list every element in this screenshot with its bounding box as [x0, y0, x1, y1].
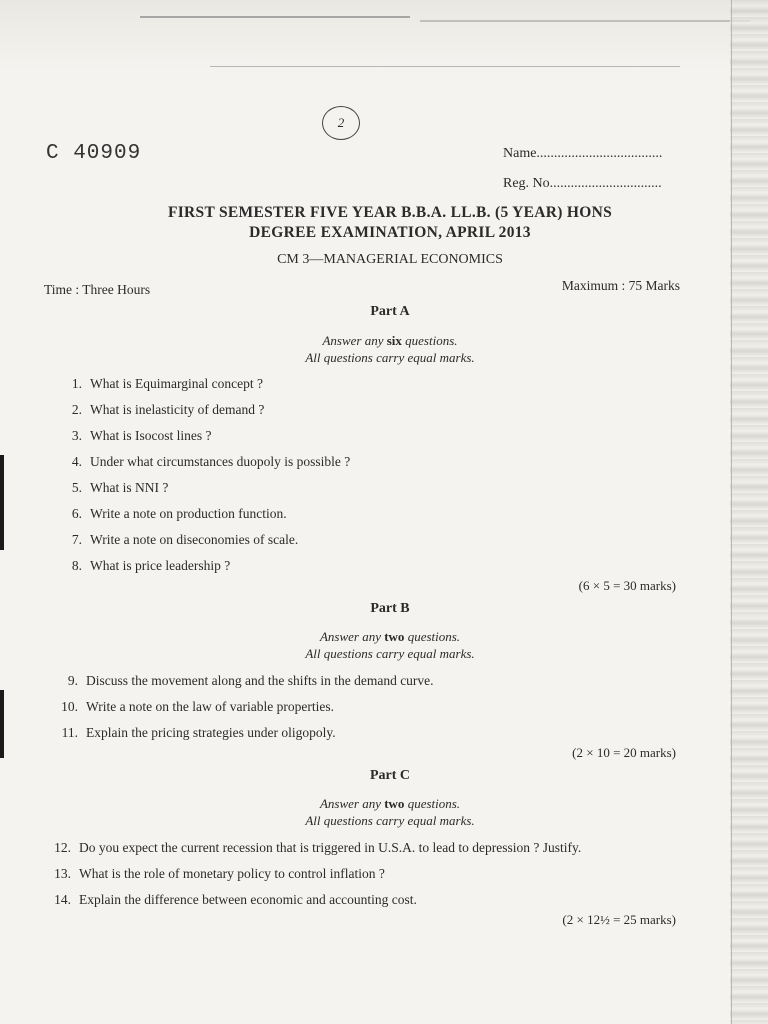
question-item: 3. What is Isocost lines ?: [71, 428, 212, 443]
part-a-marks: (6 × 5 = 30 marks): [578, 578, 676, 593]
exam-title-line1: FIRST SEMESTER FIVE YEAR B.B.A. LL.B. (5 YEAR) HONS: [167, 204, 613, 221]
scan-streak: [420, 20, 750, 22]
maximum-marks: Maximum : 75 Marks: [561, 278, 680, 293]
question-item: 6. Write a note on production function.: [71, 506, 287, 521]
question-item: 1. What is Equimarginal concept ?: [71, 376, 263, 391]
paper-code: C 40909: [46, 142, 142, 165]
exam-title-line2: DEGREE EXAMINATION, APRIL 2013: [249, 224, 531, 241]
scan-streak: [210, 66, 680, 67]
question-item: 13. What is the role of monetary policy to control inflation ?: [54, 866, 385, 881]
part-a-heading: Part A: [370, 304, 410, 319]
page-number-circle: [322, 106, 360, 140]
question-item: 9. Discuss the movement along and the shifts in the demand curve.: [67, 673, 434, 688]
part-c-marks: (2 × 12½ = 25 marks): [562, 912, 676, 927]
page-number: 2: [337, 115, 345, 130]
part-c-heading: Part C: [369, 768, 411, 783]
part-b-marks: (2 × 10 = 20 marks): [572, 745, 676, 760]
part-c-instructions: Answer any two questions. All questions carry equal marks.: [305, 796, 475, 828]
question-item: 5. What is NNI ?: [71, 480, 169, 495]
question-item: 14. Explain the difference between economic and accounting cost.: [54, 892, 417, 907]
scan-streak: [140, 16, 410, 18]
question-item: 2. What is inelasticity of demand ?: [71, 402, 265, 417]
time-allowed: Time : Three Hours: [44, 282, 151, 297]
question-item: 4. Under what circumstances duopoly is possible ?: [71, 454, 351, 469]
reg-no-field: Reg. No................................: [503, 176, 662, 191]
question-item: 8. What is price leadership ?: [71, 558, 231, 573]
question-item: 11. Explain the pricing strategies under oligopoly.: [61, 725, 336, 740]
part-b-instructions: Answer any two questions. All questions carry equal marks.: [305, 629, 475, 661]
part-a-instructions: Answer any six questions. All questions carry equal marks.: [305, 333, 475, 365]
binding-mark: [0, 690, 4, 758]
subject-title: CM 3—MANAGERIAL ECONOMICS: [277, 252, 503, 267]
question-item: 10. Write a note on the law of variable properties.: [61, 699, 334, 714]
question-item: 7. Write a note on diseconomies of scale.: [71, 532, 299, 547]
question-item: 12. Do you expect the current recession that is triggered in U.S.A. to lead to depression ? Justify.: [54, 840, 582, 855]
scan-edge-noise: [730, 0, 768, 1024]
scan-edge-line: [731, 0, 732, 1024]
scan-shadow-top: [0, 0, 768, 70]
name-field: Name....................................: [503, 146, 663, 161]
part-b-heading: Part B: [370, 601, 410, 616]
binding-mark: [0, 455, 4, 550]
